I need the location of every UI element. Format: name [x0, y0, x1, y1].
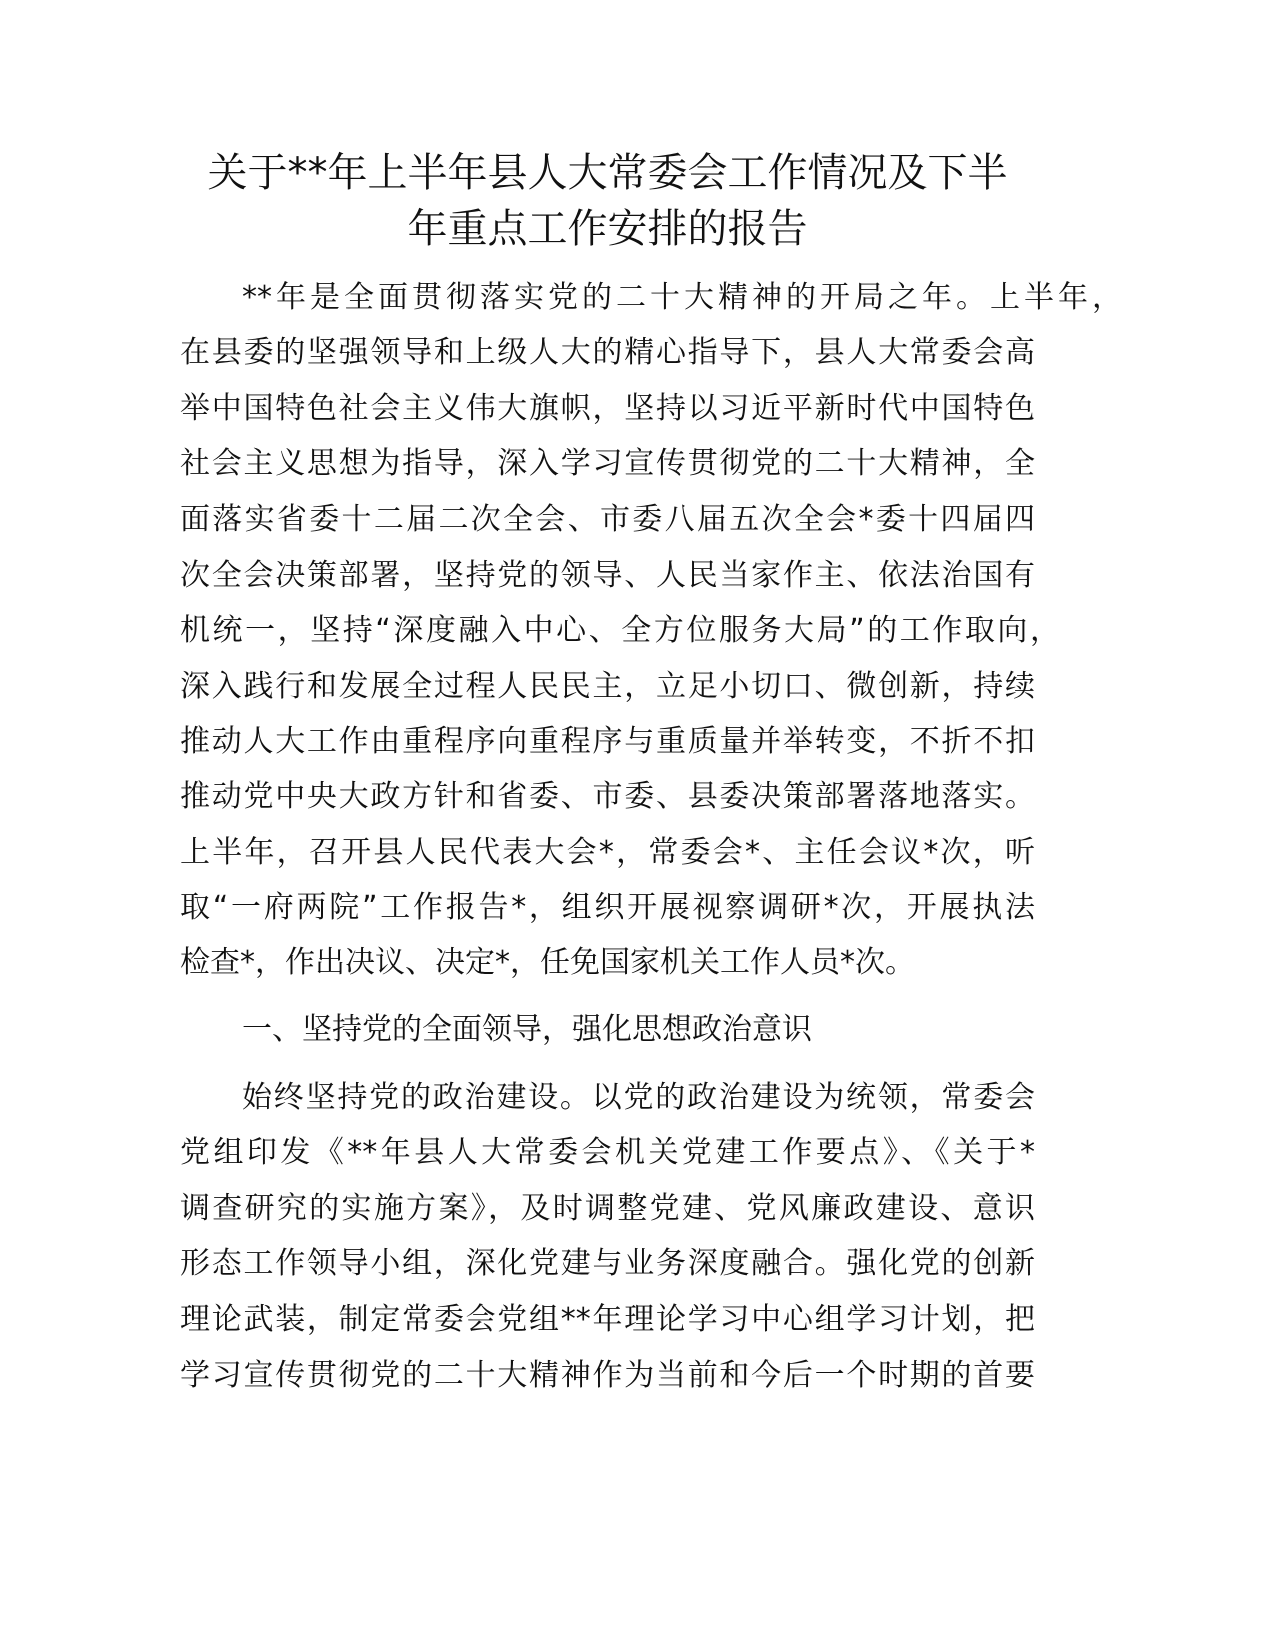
text-line: 理论武装，制定常委会党组**年理论学习中心组学习计划，把	[180, 1302, 1035, 1337]
document-title-line-2: 年重点工作安排的报告	[407, 206, 808, 252]
text-line: 学习宣传贯彻党的二十大精神作为当前和今后一个时期的首要	[180, 1358, 1035, 1393]
text-line: 社会主义思想为指导，深入学习宣传贯彻党的二十大精神，全	[180, 446, 1035, 481]
document-title-line-1: 关于**年上半年县人大常委会工作情况及下半	[207, 150, 1008, 196]
text-line: 形态工作领导小组，深化党建与业务深度融合。强化党的创新	[180, 1246, 1035, 1281]
text-line: 检查*，作出决议、决定*，任免国家机关工作人员*次。	[180, 945, 915, 980]
text-line: 始终坚持党的政治建设。以党的政治建设为统领，常委会	[242, 1080, 1035, 1115]
text-line: 调查研究的实施方案》，及时调整党建、党风廉政建设、意识	[180, 1191, 1035, 1226]
text-line: 取“一府两院”工作报告*，组织开展视察调研*次，开展执法	[180, 890, 1035, 925]
text-line: 推动党中央大政方针和省委、市委、县委决策部署落地落实。	[180, 779, 1035, 814]
text-line: **年是全面贯彻落实党的二十大精神的开局之年。上半年，	[242, 280, 1122, 315]
text-line: 次全会决策部署，坚持党的领导、人民当家作主、依法治国有	[180, 558, 1035, 593]
text-line: 举中国特色社会主义伟大旗帜，坚持以习近平新时代中国特色	[180, 391, 1035, 426]
text-line: 推动人大工作由重程序向重程序与重质量并举转变，不折不扣	[180, 724, 1035, 759]
text-line: 机统一，坚持“深度融入中心、全方位服务大局”的工作取向，	[180, 613, 1060, 648]
text-line: 面落实省委十二届二次全会、市委八届五次全会*委十四届四	[180, 502, 1035, 537]
section-heading: 一、坚持党的全面领导，强化思想政治意识	[242, 1012, 812, 1047]
text-line: 在县委的坚强领导和上级人大的精心指导下，县人大常委会高	[180, 335, 1035, 370]
text-line: 深入践行和发展全过程人民民主，立足小切口、微创新，持续	[180, 669, 1035, 704]
text-line: 上半年，召开县人民代表大会*，常委会*、主任会议*次，听	[180, 835, 1035, 870]
text-line: 党组印发《**年县人大常委会机关党建工作要点》、《关于*	[180, 1135, 1035, 1170]
